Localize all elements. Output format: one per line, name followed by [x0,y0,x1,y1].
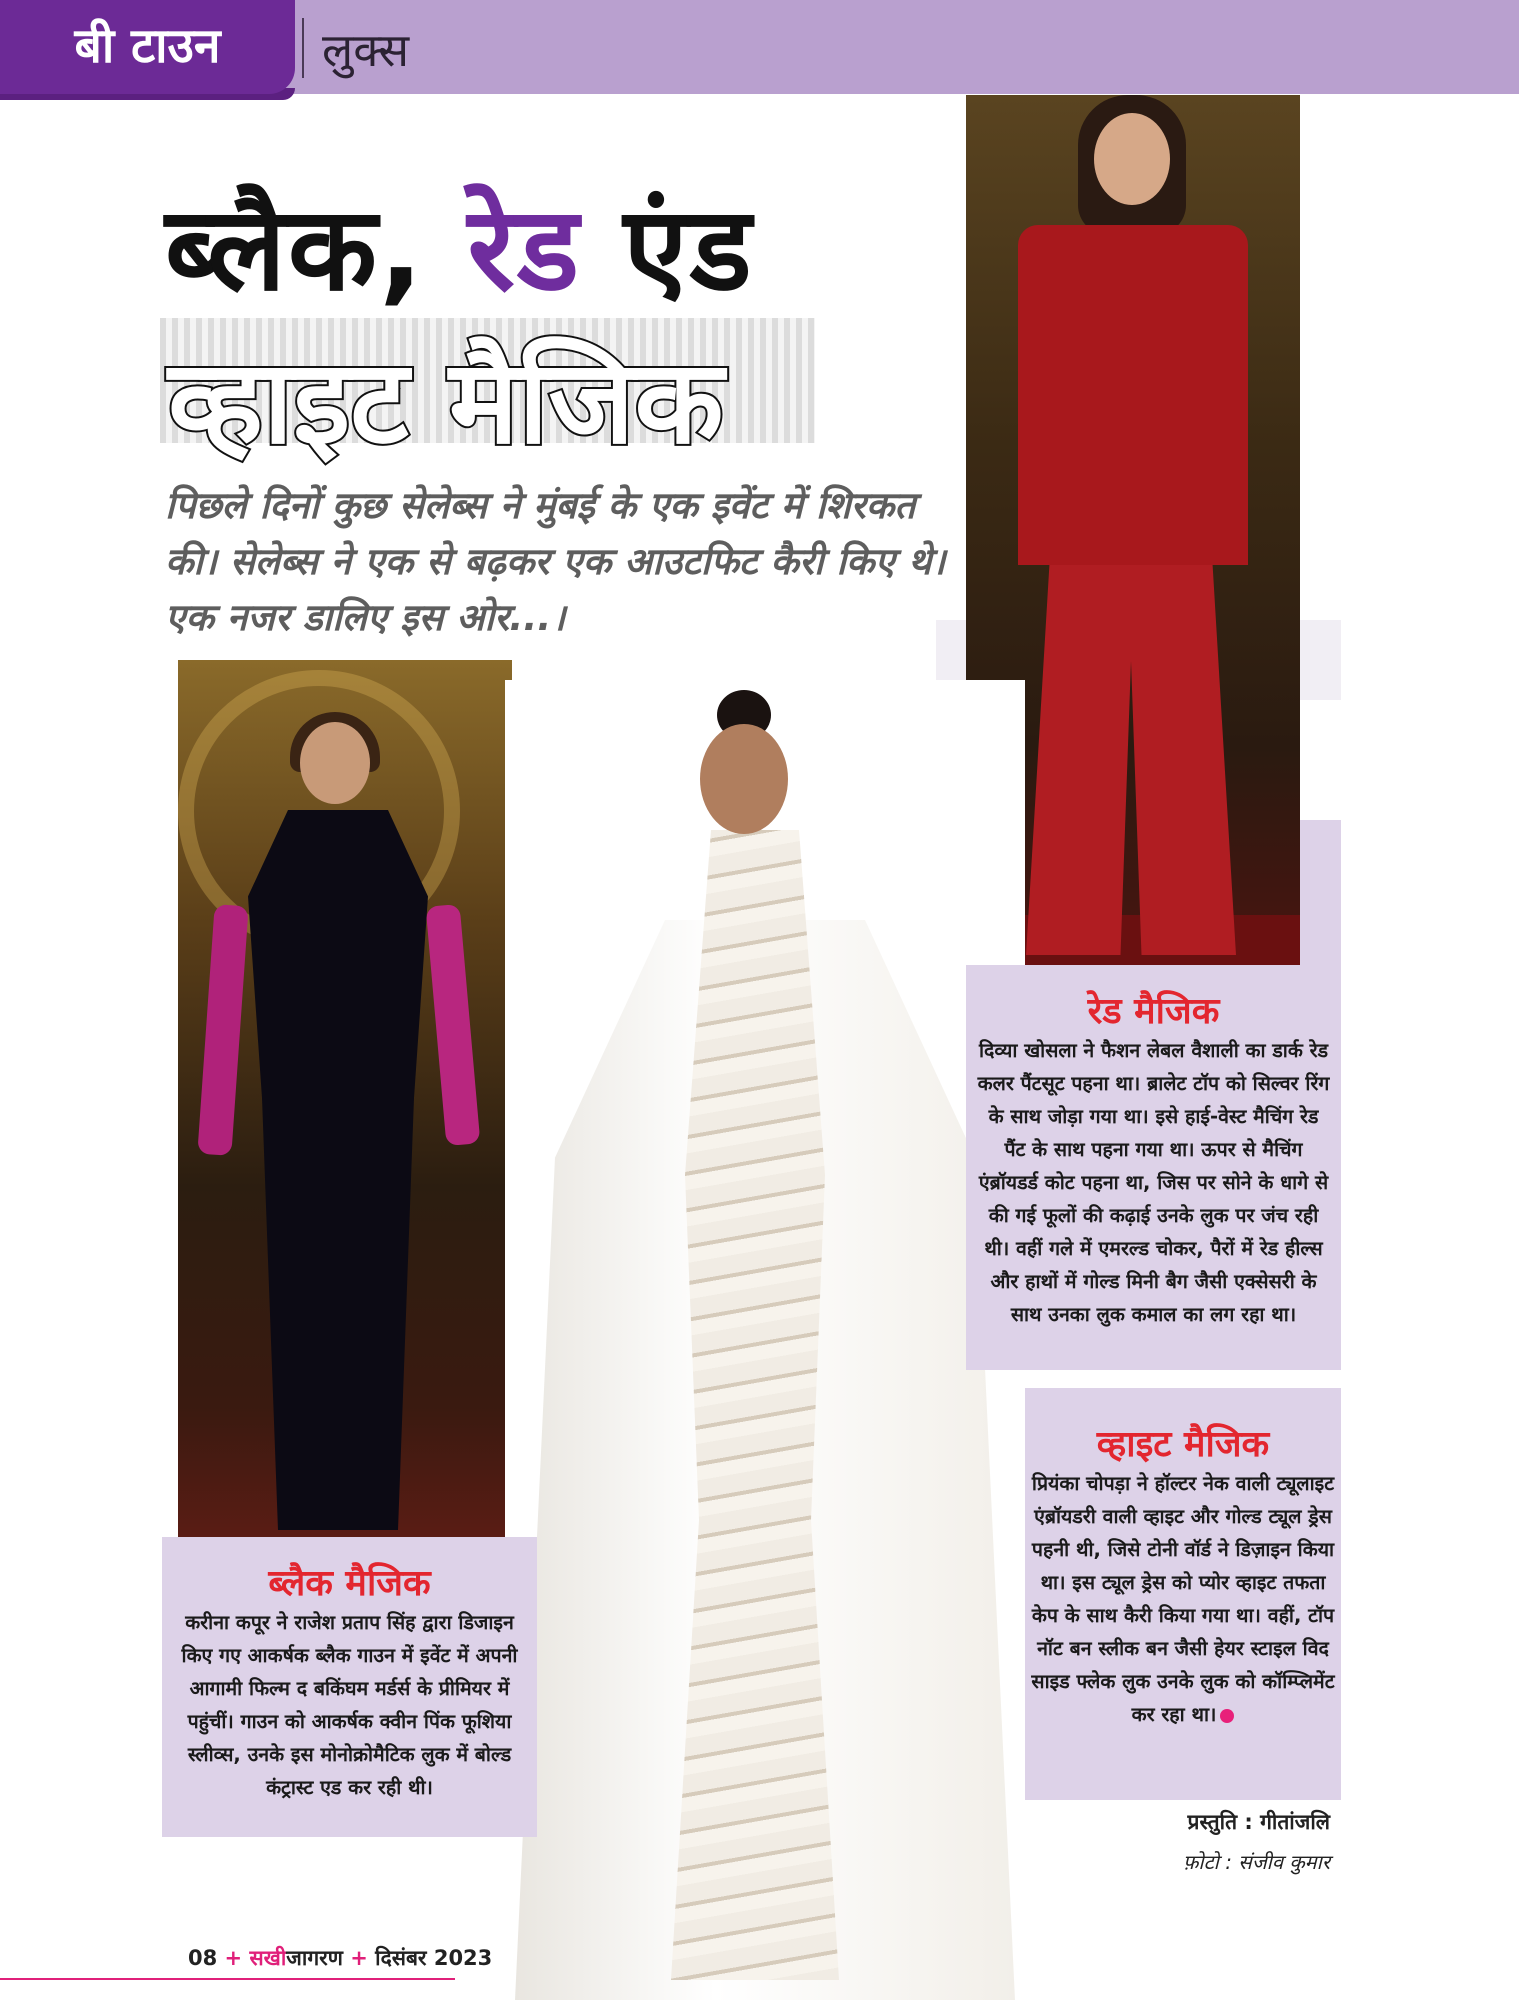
photo-priyanka [505,680,1025,2010]
headline-line-1 [165,165,754,323]
caption-text [1031,1467,1335,1731]
caption-text: दिव्या खोसला ने फैशन लेबल वैशाली का डार्क रेड कलर पैंटसूट पहना था। ब्रालेट टॉप को सिल्वर रिंग के साथ जोड़ा गया था। इसे हाई-वेस्ट मैचिंग रेड पैंट के साथ पहना गया था। ऊपर से मैचिंग एंब्रॉयडर्ड कोट पहना था, जिस पर सोने के धागे से की गई फूलों की कढ़ाई उनके लुक पर जंच रही थी। वहीं गले में एमरल्ड चोकर, पैरों में रेड हील्स और हाथों में गोल्ड मिनी बैग जैसी एक्सेसरी के साथ उनका लुक कमाल का लग रहा था। [977,1039,1330,1326]
section-subtitle: लुक्स [322,23,410,77]
headline-part-1: ब्लैक, [165,182,468,317]
red-coat [1018,225,1248,565]
page-footer [188,1944,492,1972]
footer-rule [0,1978,455,1980]
caption-body: प्रियंका चोपड़ा ने हॉल्टर नेक वाली ट्यूलाइट एंब्रॉयडरी वाली व्हाइट और गोल्ड ट्यूल ड्रेस पहनी थी, जिसे टोनी वॉर्ड ने डिज़ाइन किया था। इस ट्यूल ड्रेस को प्योर व्हाइट तफता केप के साथ कैरी किया गया था। वहीं, टॉप नॉट बन स्लीक बन जैसी हेयर स्टाइल विद साइड फ्लेक लुक उनके लुक को कॉम्प्लिमेंट कर रहा था। [1031,1472,1335,1726]
end-dot-icon [1220,1709,1234,1723]
headline-line-2: व्हाइट मैजिक [168,335,724,470]
caption-text: करीना कपूर ने राजेश प्रताप सिंह द्वारा डिजाइन किए गए आकर्षक ब्लैक गाउन में इवेंट में अपनी आगामी फिल्म द बकिंघम मर्डर्स के प्रीमियर में पहुंचीं। गाउन को आकर्षक क्वीन पिंक फूशिया स्लीव्स, उनके इस मोनोक्रोमैटिक लुक में बोल्ड कंट्रास्ट एड कर रही थी। [181,1611,518,1799]
presented-by: प्रस्तुति : गीतांजलि [1187,1810,1330,1834]
fuchsia-sleeve-right [426,904,481,1146]
figure-head [700,724,788,834]
magazine-name: जागरण [286,1946,343,1970]
photo-kareena [178,660,512,1538]
headline-highlight: रेड [467,182,581,317]
caption-black-magic [162,1537,537,1837]
footer-separator: + [350,1946,368,1970]
black-gown [238,810,438,1530]
magazine-name-accent: सखी [249,1946,287,1970]
page-number: 08 [188,1946,218,1970]
footer-separator: + [224,1946,243,1970]
photo-credit: फ़ोटो : संजीव कुमार [1182,1850,1330,1874]
caption-title: ब्लैक मैजिक [268,1563,431,1604]
red-pants [1026,535,1236,955]
header-divider [302,18,304,78]
figure-head [300,722,370,804]
fuchsia-sleeve-left [197,904,248,1156]
section-tab-label: बी टाउन [74,17,221,74]
caption-white-magic [1025,1388,1341,1800]
figure-head [1094,113,1170,205]
caption-red-magic [966,965,1341,1370]
section-tab [0,0,295,94]
issue-date: दिसंबर 2023 [375,1946,493,1970]
caption-title: व्हाइट मैजिक [1096,1424,1270,1465]
headline-part-2: एंड [580,182,754,317]
intro-text: पिछले दिनों कुछ सेलेब्स ने मुंबई के एक इवेंट में शिरकत की। सेलेब्स ने एक से बढ़कर एक आउटफिट कैरी किए थे। एक नजर डालिए इस ओर...। [165,484,946,639]
caption-title: रेड मैजिक [1087,991,1220,1032]
